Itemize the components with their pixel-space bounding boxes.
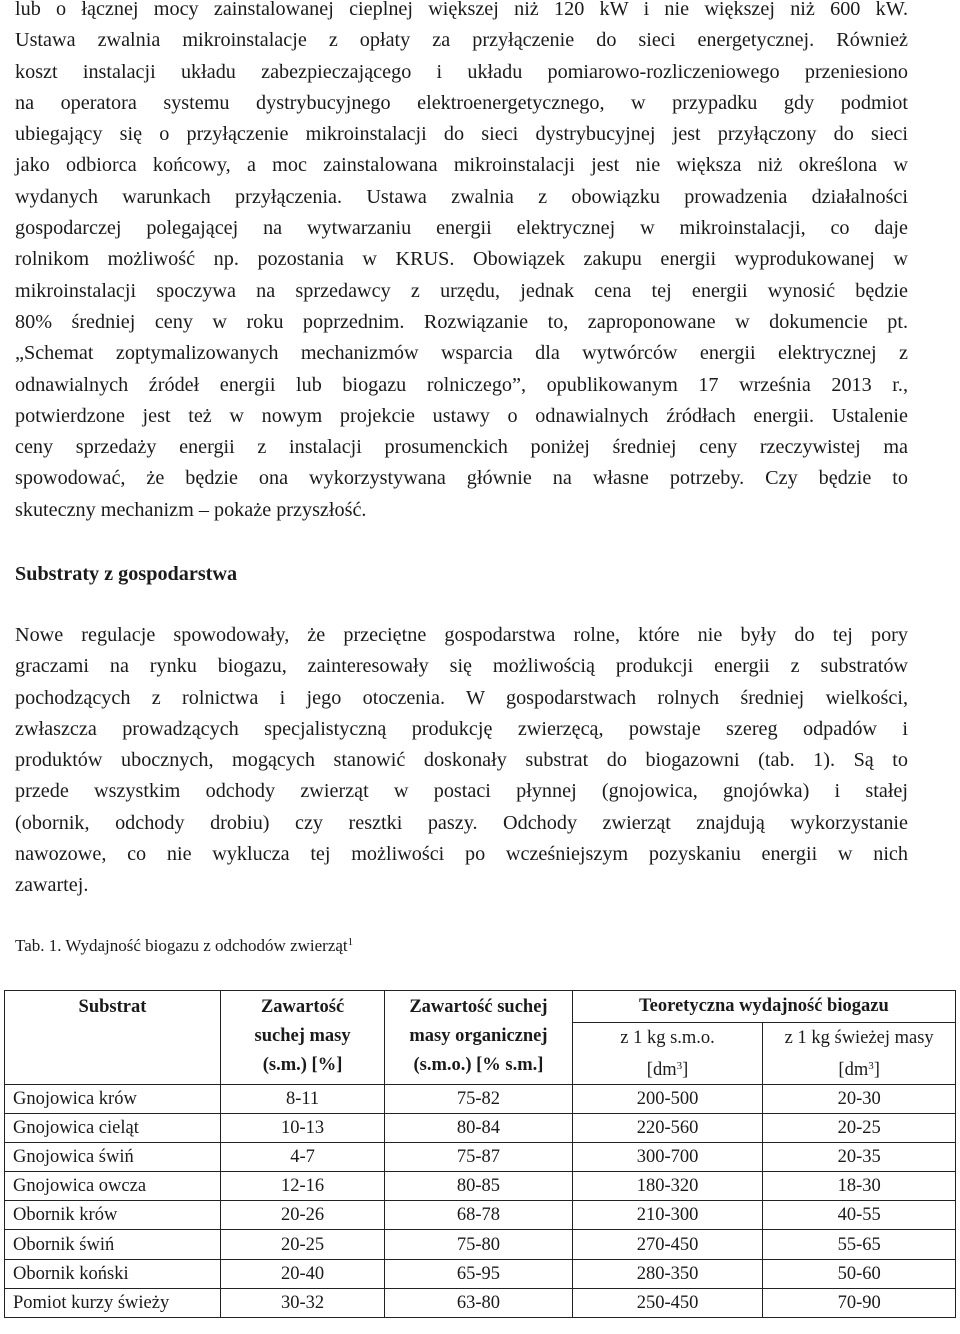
- intro-paragraph-line: „Schemat zoptymalizowanych mechanizmów wsparcia dla wytwórców energii elektrycznej z: [15, 342, 908, 365]
- cell-organic-mass: 65-95: [385, 1259, 573, 1288]
- cell-substrat: Gnojowica owcza: [5, 1172, 221, 1201]
- table-caption: [15, 930, 353, 958]
- header-organic-mass-line2: masy organicznej: [409, 1026, 548, 1046]
- header-yield-per-fresh-line1: z 1 kg świeżej masy: [784, 1028, 934, 1048]
- intro-paragraph-line: ceny sprzedaży energii z instalacji prosumenckich poniżej średniej ceny rzeczywistej ma: [15, 436, 908, 459]
- cell-yield-smo: 270-450: [572, 1230, 763, 1259]
- table-row: [5, 1230, 956, 1259]
- cell-dry-mass: 30-32: [220, 1288, 384, 1317]
- cell-organic-mass: 80-85: [385, 1172, 573, 1201]
- cell-yield-fresh: 20-35: [763, 1143, 956, 1172]
- intro-paragraph-line: rolnikom możliwość np. pozostania w KRUS. Obowiązek zakupu energii wyprodukowanej w: [15, 248, 908, 271]
- cell-substrat: Gnojowica cieląt: [5, 1114, 221, 1143]
- intro-paragraph-line: ubiegający się o przyłączenie mikroinstalacji do sieci dystrybucyjnej jest przyłączony do sieci: [15, 123, 908, 146]
- header-yield-group: [572, 991, 955, 1023]
- intro-paragraph-line: koszt instalacji układu zabezpieczającego i układu pomiarowo-rozliczeniowego przeniesiono: [15, 60, 908, 83]
- header-yield-per-smo-exp: 3: [676, 1060, 683, 1072]
- intro-paragraph-line: wydanych warunkach przyłączenia. Ustawa zwalnia z obowiązku prowadzenia działalności: [15, 185, 908, 208]
- table-row: [5, 1172, 956, 1201]
- header-organic-mass: [385, 991, 573, 1085]
- section-paragraph-line: (obornik, odchody drobiu) czy resztki paszy. Odchody zwierząt znajdują wykorzystanie: [15, 811, 908, 834]
- header-organic-mass-line3: (s.m.o.) [% s.m.]: [413, 1055, 544, 1075]
- table-row: [5, 1085, 956, 1114]
- cell-organic-mass: 75-80: [385, 1230, 573, 1259]
- cell-yield-fresh: 40-55: [763, 1201, 956, 1230]
- intro-paragraph-line: Ustawa zwalnia mikroinstalacje z opłaty za przyłączenie do sieci energetycznej. Również: [15, 29, 908, 52]
- intro-paragraph-line: potwierdzone jest też w nowym projekcie ustawy o odnawialnych źródłach energii. Ustalenie: [15, 404, 908, 427]
- section-paragraph-line: pochodzących z rolnictwa i jego otoczenia. W gospodarstwach rolnych średniej wielkości,: [15, 686, 908, 709]
- biogas-yield-table: [4, 990, 956, 1318]
- cell-yield-smo: 220-560: [572, 1114, 763, 1143]
- cell-yield-fresh: 70-90: [763, 1288, 956, 1317]
- cell-yield-fresh: 18-30: [763, 1172, 956, 1201]
- cell-organic-mass: 68-78: [385, 1201, 573, 1230]
- header-yield-group-label: Teoretyczna wydajność biogazu: [638, 996, 889, 1016]
- cell-dry-mass: 20-40: [220, 1259, 384, 1288]
- cell-yield-smo: 200-500: [572, 1085, 763, 1114]
- intro-paragraph-line: gospodarczej polegającej na wytwarzaniu energii elektrycznej w mikroinstalacji, co daje: [15, 217, 908, 240]
- header-dry-mass-line3: (s.m.) [%]: [262, 1055, 343, 1075]
- cell-dry-mass: 20-26: [220, 1201, 384, 1230]
- table-row: [5, 1143, 956, 1172]
- header-dry-mass: [220, 991, 384, 1085]
- section-paragraph-line: zawartej.: [15, 874, 89, 897]
- cell-substrat: Gnojowica krów: [5, 1085, 221, 1114]
- table-row: [5, 1259, 956, 1288]
- cell-yield-smo: 210-300: [572, 1201, 763, 1230]
- section-paragraph-line: zwłaszcza prowadzących specjalistyczną produkcję zwierzęcą, powstaje szereg odpadów i: [15, 717, 908, 740]
- header-yield-per-fresh-unit: [dm: [838, 1060, 869, 1080]
- cell-yield-smo: 300-700: [572, 1143, 763, 1172]
- cell-yield-fresh: 55-65: [763, 1230, 956, 1259]
- header-yield-per-fresh: [763, 1023, 956, 1085]
- cell-dry-mass: 8-11: [220, 1085, 384, 1114]
- cell-substrat: Obornik koński: [5, 1259, 221, 1288]
- header-dry-mass-line2: suchej masy: [254, 1026, 351, 1046]
- header-yield-per-smo-unit: [dm: [646, 1060, 677, 1080]
- cell-dry-mass: 10-13: [220, 1114, 384, 1143]
- section-paragraph-line: Nowe regulacje spowodowały, że przeciętne gospodarstwa rolne, które nie były do tej pory: [15, 624, 908, 646]
- table-row: [5, 1201, 956, 1230]
- header-yield-per-fresh-exp: 3: [868, 1060, 874, 1072]
- intro-paragraph-line: lub o łącznej mocy zainstalowanej cieplnej większej niż 120 kW i nie większej niż 600 kW.: [15, 0, 908, 20]
- intro-paragraph-line: na operatora systemu dystrybucyjnego elektroenergetycznego, w przypadku gdy podmiot: [15, 91, 908, 114]
- table-body: [5, 1085, 956, 1318]
- caption-footnote-marker: 1: [347, 936, 354, 948]
- intro-paragraph-line: 80% średniej ceny w roku poprzednim. Rozwiązanie to, zaproponowane w dokumencie pt.: [15, 310, 908, 333]
- intro-paragraph: [15, 0, 908, 526]
- cell-yield-fresh: 20-30: [763, 1085, 956, 1114]
- intro-paragraph-line: mikroinstalacji spoczywa na sprzedawcy z urzędu, jednak cena tej energii wynosić będzie: [15, 279, 908, 302]
- cell-substrat: Obornik krów: [5, 1201, 221, 1230]
- cell-organic-mass: 80-84: [385, 1114, 573, 1143]
- cell-organic-mass: 75-87: [385, 1143, 573, 1172]
- cell-yield-smo: 280-350: [572, 1259, 763, 1288]
- cell-substrat: Obornik świń: [5, 1230, 221, 1259]
- cell-dry-mass: 20-25: [220, 1230, 384, 1259]
- cell-yield-fresh: 50-60: [763, 1259, 956, 1288]
- header-yield-per-fresh-close: ]: [873, 1060, 880, 1080]
- header-dry-mass-line1: Zawartość: [260, 997, 345, 1017]
- cell-organic-mass: 75-82: [385, 1085, 573, 1114]
- cell-substrat: Pomiot kurzy świeży: [5, 1288, 221, 1317]
- intro-paragraph-line: odnawialnych źródeł energii lub biogazu rolniczego”, opublikowanym 17 września 2013 r.,: [15, 373, 908, 396]
- cell-yield-fresh: 20-25: [763, 1114, 956, 1143]
- intro-paragraph-line: skuteczny mechanizm – pokaże przyszłość.: [15, 498, 367, 521]
- cell-yield-smo: 180-320: [572, 1172, 763, 1201]
- section-heading: Substraty z gospodarstwa: [15, 563, 238, 585]
- table-row: [5, 1114, 956, 1143]
- cell-substrat: Gnojowica świń: [5, 1143, 221, 1172]
- cell-organic-mass: 63-80: [385, 1288, 573, 1317]
- header-substrat: [5, 991, 221, 1085]
- header-substrat-label: Substrat: [78, 997, 147, 1017]
- header-yield-per-smo-close: ]: [682, 1060, 689, 1080]
- cell-dry-mass: 4-7: [220, 1143, 384, 1172]
- cell-dry-mass: 12-16: [220, 1172, 384, 1201]
- table-caption-text: Tab. 1. Wydajność biogazu z odchodów zwierząt: [15, 936, 348, 955]
- section-paragraph-line: nawozowe, co nie wyklucza tej możliwości po wcześniejszym pozyskaniu energii w nich: [15, 843, 908, 866]
- table-row: [5, 1288, 956, 1317]
- section-paragraph: [15, 620, 908, 902]
- table-header-row: [5, 991, 956, 1023]
- intro-paragraph-line: spowodować, że będzie ona wykorzystywana głównie na własne potrzeby. Czy będzie to: [15, 467, 908, 490]
- header-yield-per-smo-line1: z 1 kg s.m.o.: [620, 1028, 715, 1048]
- cell-yield-smo: 250-450: [572, 1288, 763, 1317]
- header-organic-mass-line1: Zawartość suchej: [409, 997, 548, 1017]
- section-paragraph-line: graczami na rynku biogazu, zainteresowały się możliwością produkcji energii z substratów: [15, 655, 908, 678]
- section-paragraph-line: produktów ubocznych, mogących stanowić doskonały substrat do biogazowni (tab. 1). Są to: [15, 749, 908, 772]
- header-yield-per-smo: [572, 1023, 763, 1085]
- intro-paragraph-line: jako odbiorca końcowy, a moc zainstalowana mikroinstalacji jest nie większa niż określona w: [15, 154, 908, 177]
- section-paragraph-line: przede wszystkim odchody zwierząt w postaci płynnej (gnojowica, gnojówka) i stałej: [15, 780, 908, 803]
